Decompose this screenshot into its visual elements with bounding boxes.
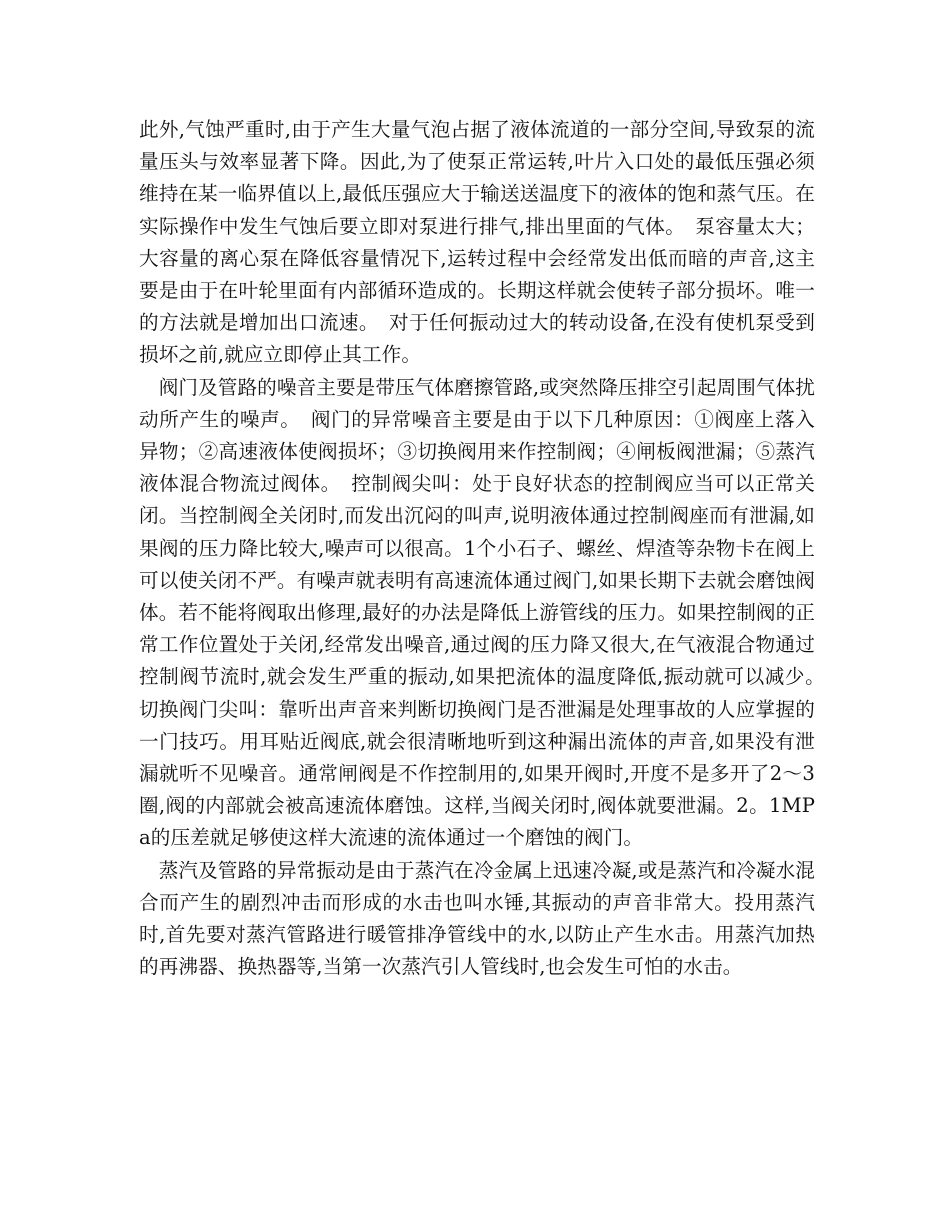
paragraph-valve-noise: 阀门及管路的噪音主要是带压气体磨擦管路,或突然降压排空引起周围气体扰动所产生的噪声。 阀门的异常噪音主要是由于以下几种原因：①阀座上落入异物；②高速液体使阀损坏；③切换阀用来作控制阀；④闸板阀泄漏；⑤蒸汽液体混合物流过阀体。 控制阀尖叫：处于良好状态的控制阀应当可以正常关闭。当控制阀全关闭时,而发出沉闷的叫声,说明液体通过控制阀座而有泄漏,如果阀的压力降比较大,噪声可以很高。1个小石子、螺丝、焊渣等杂物卡在阀上可以使关闭不严。有噪声就表明有高速流体通过阀门,如果长期下去就会磨蚀阀体。若不能将阀取出修理,最好的办法是降低上游管线的压力。如果控制阀的正常工作位置处于关闭,经常发出噪音,通过阀的压力降又很大,在气液混合物通过控制阀节流时,就会发生严重的振动,如果把流体的温度降低,振动就可以减少。 切换阀门尖叫：靠听出声音来判断切换阀门是否泄漏是处理事故的人应掌握的一门技巧。用耳贴近阀底,就会很清晰地听到这种漏出流体的声音,如果没有泄漏就听不见噪音。通常闸阀是不作控制用的,如果开阀时,开度不是多开了2～3圈,阀的内部就会被高速流体磨蚀。这样,当阀关闭时,阀体就要泄漏。2。1MPa的压差就足够使这样大流速的流体通过一个磨蚀的阀门。 [139,375,835,850]
paragraph-pump-cavitation: 此外,气蚀严重时,由于产生大量气泡占据了液体流道的一部分空间,导致泵的流量压头与效率显著下降。因此,为了使泵正常运转,叶片入口处的最低压强必须维持在某一临界值以上,最低压强应大于输送送温度下的液体的饱和蒸气压。在实际操作中发生气蚀后要立即对泵进行排气,排出里面的气体。 泵容量太大；大容量的离心泵在降低容量情况下,运转过程中会经常发出低而暗的声音,这主要是由于在叶轮里面有内部循环造成的。长期这样就会使转子部分损坏。唯一的方法就是增加出口流速。 对于任何振动过大的转动设备,在没有使机泵受到损坏之前,就应立即停止其工作。 [139,118,815,367]
paragraph-steam-vibration: 蒸汽及管路的异常振动是由于蒸汽在冷金属上迅速冷凝,或是蒸汽和冷凝水混合而产生的剧烈冲击而形成的水击也叫水锤,其振动的声音非常大。投用蒸汽时,首先要对蒸汽管路进行暖管排净管线中的水,以防止产生水击。用蒸汽加热的再沸器、换热器等,当第一次蒸汽引人管线时,也会发生可怕的水击。 [139,858,815,979]
document-body [139,114,835,983]
